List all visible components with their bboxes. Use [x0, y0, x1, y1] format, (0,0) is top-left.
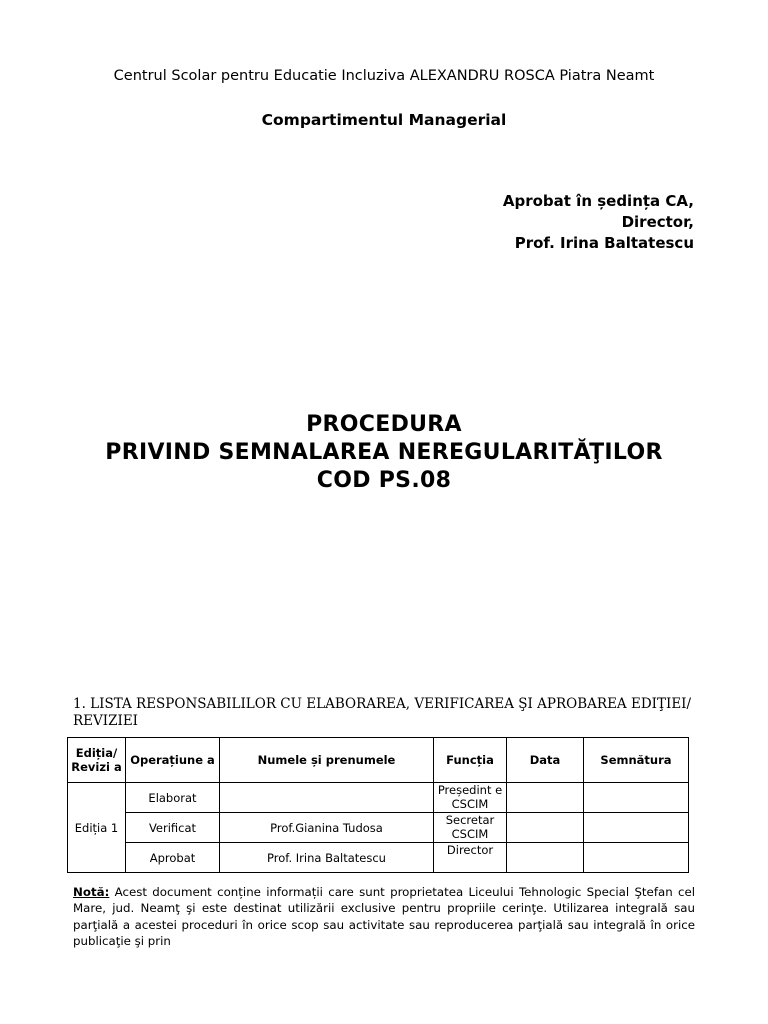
title-line-2: PRIVIND SEMNALAREA NEREGULARITĂŢILOR [105, 440, 663, 465]
operation-cell: Aprobat [126, 843, 220, 873]
section-heading: 1. LISTA RESPONSABILILOR CU ELABORAREA, VERIFICAREA ŞI APROBAREA EDIŢIEI/ REVIZIEI [73, 696, 692, 729]
signature-cell [584, 813, 689, 843]
name-cell: Prof. Irina Baltatescu [220, 843, 434, 873]
date-cell [507, 783, 584, 813]
note-label: Notă: [73, 885, 110, 899]
edition-cell: Ediția 1 [68, 783, 126, 873]
header-operation: Operațiune a [126, 738, 220, 783]
header-edition: Ediția/ Revizi a [68, 738, 126, 783]
name-cell: Prof.Gianina Tudosa [220, 813, 434, 843]
title-line-3: COD PS.08 [316, 468, 452, 493]
operation-cell: Verificat [126, 813, 220, 843]
function-cell: Secretar CSCIM [434, 813, 507, 843]
signature-cell [584, 783, 689, 813]
date-cell [507, 843, 584, 873]
table-row [68, 843, 689, 873]
table-row [68, 813, 689, 843]
approval-block [503, 191, 694, 254]
procedure-title [0, 411, 768, 495]
signature-cell [584, 843, 689, 873]
note-text: Acest document conține informații care sunt proprietatea Liceului Tehnologic Special Ştefan cel Mare, jud. Neamţ şi este destinat utilizării exclusive pentru propriile cerinţe. Utilizarea integrală sau parţială a acestei proceduri în orice scop sau activitate sau reproducerea parţială sau integrală în orice publicaţie şi prin [73, 885, 695, 948]
title-line-1: PROCEDURA [306, 412, 462, 437]
header-date: Data [507, 738, 584, 783]
date-cell [507, 813, 584, 843]
department-name: Compartimentul Managerial [261, 111, 507, 129]
name-cell [220, 783, 434, 813]
header-name: Numele și prenumele [220, 738, 434, 783]
table-header-row [68, 738, 689, 783]
approval-line-3: Prof. Irina Baltatescu [514, 234, 694, 252]
responsibles-table [67, 737, 689, 873]
institution-name: Centrul Scolar pentru Educatie Incluziva ALEXANDRU ROSCA Piatra Neamt [113, 68, 655, 84]
approval-line-1: Aprobat în ședința CA, [502, 192, 694, 210]
approval-line-2: Director, [621, 213, 694, 231]
operation-cell: Elaborat [126, 783, 220, 813]
header-function: Funcția [434, 738, 507, 783]
function-cell: Director [434, 843, 507, 873]
header-signature: Semnătura [584, 738, 689, 783]
table-row [68, 783, 689, 813]
function-cell: Președint e CSCIM [434, 783, 507, 813]
note-paragraph [73, 884, 695, 949]
